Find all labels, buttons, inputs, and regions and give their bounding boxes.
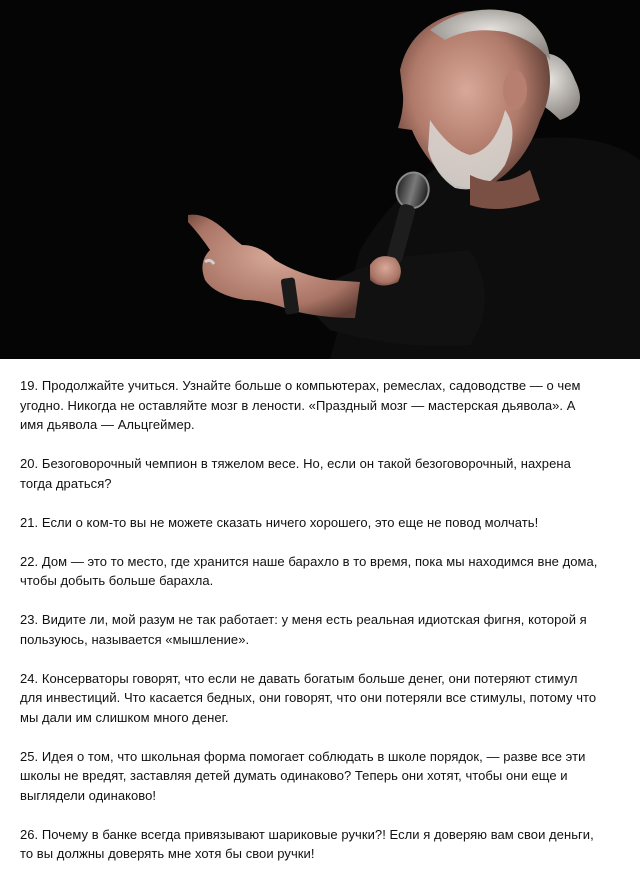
quote-23: 23. Видите ли, мой разум не так работает: у меня есть реальная идиотская фигня, которой я пользуюсь, называется «мышление».	[20, 612, 587, 647]
quote-21: 21. Если о ком-то вы не можете сказать ничего хорошего, это еще не повод молчать!	[20, 514, 539, 530]
quote-20: 20. Безоговорочный чемпион в тяжелом весе. Но, если он такой безоговорочный, нахрена тогда драться?	[20, 456, 571, 491]
quote-25: 25. Идея о том, что школьная форма помогает соблюдать в школе порядок, — разве все эти школы не вредят, заставляя детей думать одинаково? Теперь они хотят, чтобы они еще и выглядели одинаково!	[20, 748, 586, 803]
quotes-list	[20, 376, 600, 883]
photo-man-with-microphone	[0, 0, 640, 359]
quote-19: 19. Продолжайте учиться. Узнайте больше о компьютерах, ремеслах, садоводстве — о чем угодно. Никогда не оставляйте мозг в лености. «Праздный мозг — мастерская дьявола». А имя дьявола — Альцгеймер.	[20, 378, 581, 432]
photo-illustration	[0, 0, 640, 359]
quote-26: 26. Почему в банке всегда привязывают шариковые ручки?! Если я доверяю вам свои деньги, то вы должны доверять мне хотя бы свои ручки!	[20, 826, 594, 861]
quote-24: 24. Консерваторы говорят, что если не давать богатым больше денег, они потеряют стимул для инвестиций. Что касается бедных, они говорят, что они потеряли все стимулы, потому что мы дали им слишком много денег.	[20, 670, 597, 725]
quote-22: 22. Дом — это то место, где хранится наше барахло в то время, пока мы находимся вне дома, чтобы добыть больше барахла.	[20, 553, 598, 588]
